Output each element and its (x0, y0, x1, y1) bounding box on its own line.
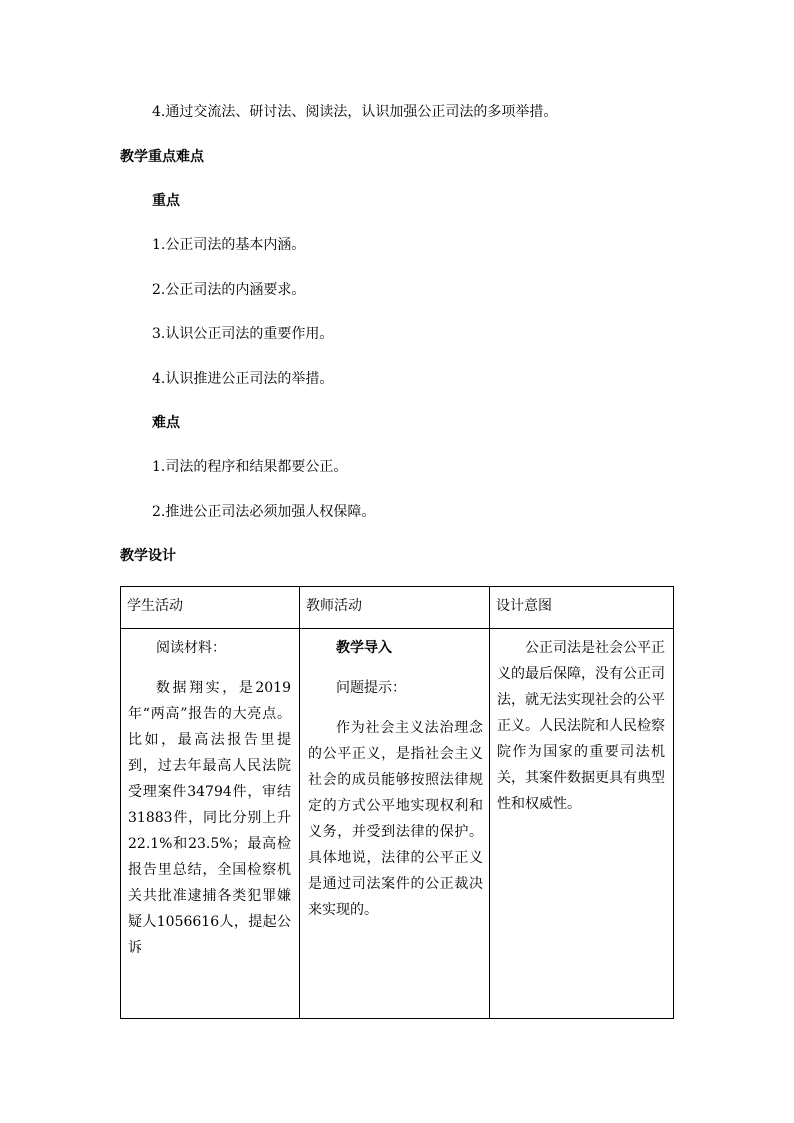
teacher-prompt: 问题提示： (336, 680, 406, 696)
important-heading: 重点 (152, 193, 180, 209)
student-text: 数据翔实，是2019年“两高”报告的大亮点。比如，最高法报告里提到，过去年最高人民法院受理案件34794件，审结31883件，同比分别上升 22.1%和23.5%；最高检报告里总结，全国检察机关共批准逮捕各类犯罪嫌疑人1056616人，提起公诉 (128, 680, 291, 956)
teaching-design-table (120, 586, 674, 1019)
teacher-activity-cell (300, 629, 490, 1019)
column-header-intent: 设计意图 (490, 587, 674, 629)
teacher-heading: 教学导入 (336, 640, 392, 656)
design-intent-cell (490, 629, 674, 1019)
important-item-1: 1.公正司法的基本内涵。 (152, 237, 306, 253)
important-item-2: 2.公正司法的内涵要求。 (152, 282, 306, 298)
difficult-heading: 难点 (152, 415, 180, 431)
intent-text: 公正司法是社会公平正义的最后保障，没有公正司法，就无法实现社会的公平正义。人民法院和人民检察院作为国家的重要司法机关，其案件数据更具有典型性和权威性。 (497, 640, 665, 812)
key-points-heading: 教学重点难点 (120, 149, 204, 165)
important-item-3: 3.认识公正司法的重要作用。 (152, 326, 334, 342)
column-header-student: 学生活动 (121, 587, 300, 629)
table-row (121, 629, 674, 1019)
important-item-4: 4.认识推进公正司法的举措。 (152, 371, 334, 387)
column-header-teacher: 教师活动 (300, 587, 490, 629)
difficult-item-1: 1.司法的程序和结果都要公正。 (152, 459, 348, 475)
design-heading: 教学设计 (120, 548, 176, 564)
objective-item-4: 4.通过交流法、研讨法、阅读法，认识加强公正司法的多项举措。 (152, 104, 558, 120)
difficult-item-2: 2.推进公正司法必须加强人权保障。 (152, 504, 376, 520)
table-header-row (121, 587, 674, 629)
student-activity-cell (121, 629, 300, 1019)
teacher-text: 作为社会主义法治理念的公平正义，是指社会主义社会的成员能够按照法律规定的方式公平地实现权利和义务，并受到法律的保护。具体地说，法律的公平正义是通过司法案件的公正裁决来实现的。 (308, 720, 483, 918)
student-label: 阅读材料： (156, 640, 226, 656)
